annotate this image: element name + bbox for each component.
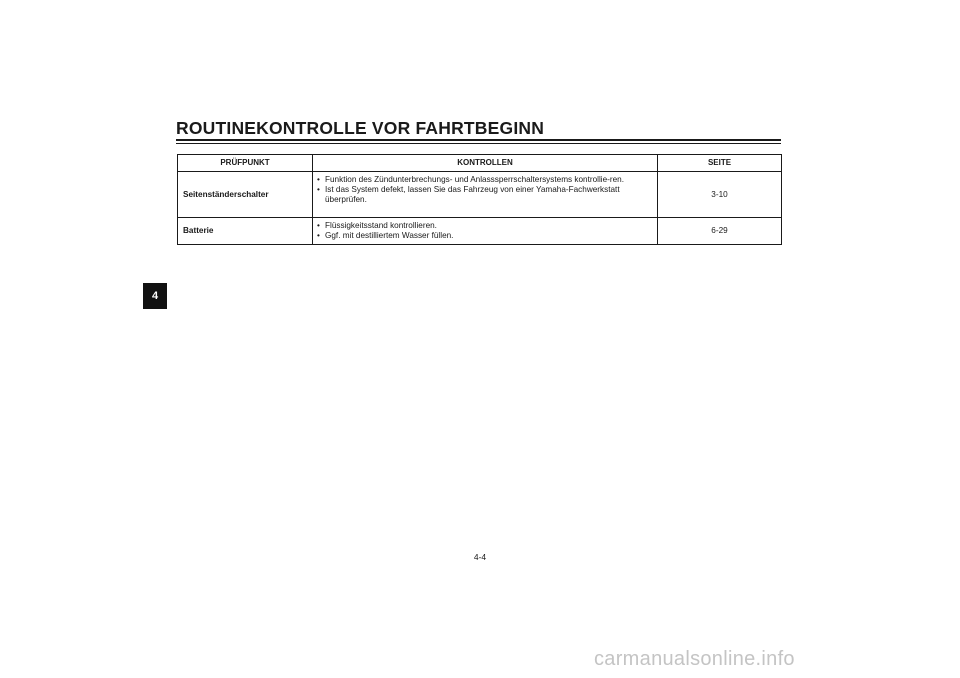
list-item xyxy=(317,175,653,185)
inspection-table xyxy=(177,154,782,245)
header-page: SEITE xyxy=(658,155,782,172)
list-item xyxy=(317,221,653,231)
bullet-icon: • xyxy=(317,185,320,194)
title-rule-thick xyxy=(176,139,781,141)
header-checks: KONTROLLEN xyxy=(313,155,658,172)
check-text: Ggf. mit destilliertem Wasser füllen. xyxy=(325,231,454,240)
checks-list xyxy=(317,175,653,205)
row-page: 6-29 xyxy=(658,218,782,245)
row-item: Batterie xyxy=(178,218,313,245)
table-row xyxy=(178,218,782,245)
header-item: PRÜFPUNKT xyxy=(178,155,313,172)
check-text: Flüssigkeitsstand kontrollieren. xyxy=(325,221,437,230)
watermark: carmanualsonline.info xyxy=(594,648,795,670)
table-header-row xyxy=(178,155,782,172)
row-item: Seitenständerschalter xyxy=(178,172,313,218)
bullet-icon: • xyxy=(317,175,320,184)
table-row xyxy=(178,172,782,218)
page-title: ROUTINEKONTROLLE VOR FAHRTBEGINN xyxy=(176,118,545,138)
row-checks xyxy=(313,172,658,218)
title-rule-thin xyxy=(176,143,781,144)
title-rule xyxy=(176,139,781,146)
check-text: Ist das System defekt, lassen Sie das Fahrzeug von einer Yamaha-Fachwerkstatt überprüfen. xyxy=(325,185,620,204)
bullet-icon: • xyxy=(317,221,320,230)
list-item xyxy=(317,185,653,205)
row-page: 3-10 xyxy=(658,172,782,218)
chapter-tab: 4 xyxy=(143,283,167,309)
check-text: Funktion des Zündunterbrechungs- und Anlasssperrschaltersystems kontrollie-ren. xyxy=(325,175,624,184)
page-number: 4-4 xyxy=(473,552,487,562)
bullet-icon: • xyxy=(317,231,320,240)
list-item xyxy=(317,231,653,241)
checks-list xyxy=(317,221,653,241)
row-checks xyxy=(313,218,658,245)
